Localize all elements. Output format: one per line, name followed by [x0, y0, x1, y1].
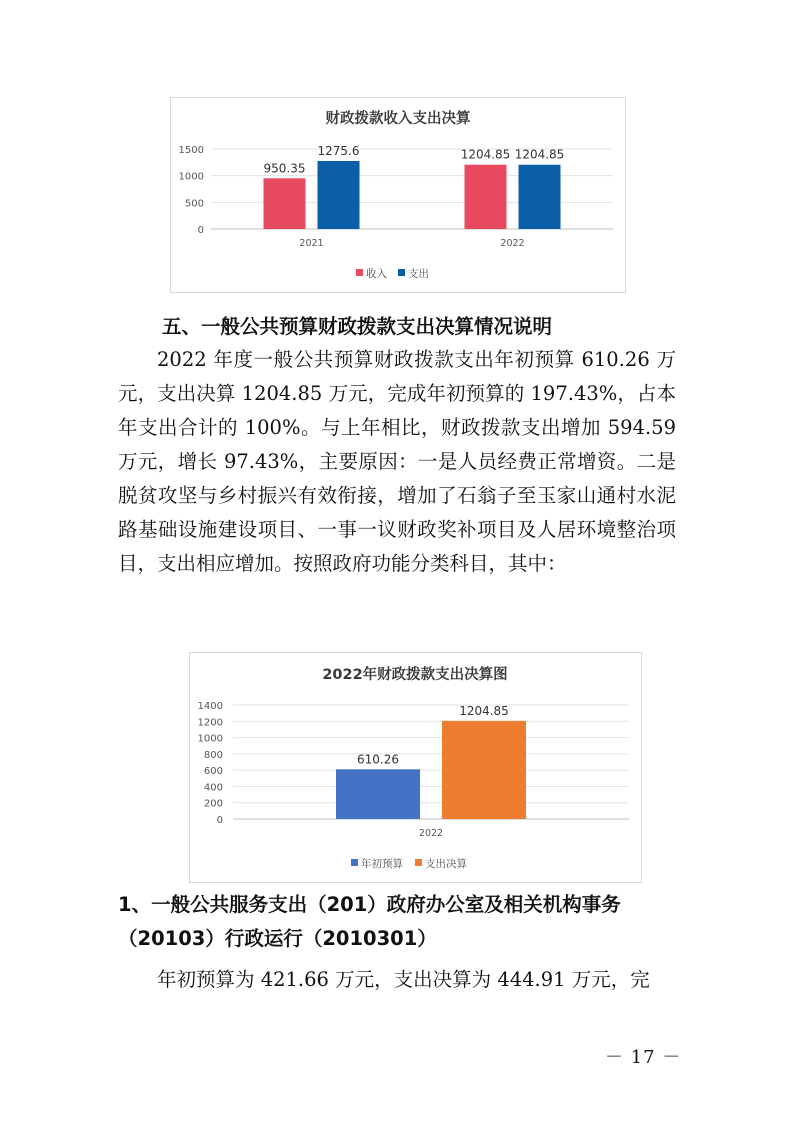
legend-label: 收入 [366, 268, 387, 280]
bar [264, 178, 306, 229]
bar [465, 165, 507, 229]
chart-title: 财政拨款收入支出决算 [325, 111, 471, 127]
legend-swatch [356, 269, 363, 276]
legend-label: 年初预算 [361, 858, 403, 870]
data-label: 950.35 [263, 161, 306, 176]
y-tick-label: 1500 [178, 145, 204, 156]
y-tick-label: 200 [203, 798, 223, 810]
x-tick-label: 2022 [500, 238, 525, 249]
chart-title: 2022年财政拨款支出决算图 [322, 667, 508, 683]
section-1-paragraph: 年初预算为 421.66 万元，支出决算为 444.91 万元，完 [157, 968, 650, 991]
y-tick-label: 1400 [197, 701, 223, 712]
legend-swatch [415, 859, 422, 866]
expenditure-2022-chart [189, 652, 642, 883]
bar [318, 161, 360, 229]
section-5-heading: 五、一般公共预算财政拨款支出决算情况说明 [162, 315, 553, 338]
data-label: 1204.85 [460, 147, 511, 162]
income-expenditure-chart-svg [171, 98, 625, 292]
bar [442, 721, 526, 819]
section-1-heading: 1、一般公共服务支出（201）政府办公室及相关机构事务（20103）行政运行（2010301） [118, 893, 621, 950]
y-tick-label: 1000 [178, 171, 204, 183]
data-label: 610.26 [357, 752, 399, 767]
y-tick-label: 800 [203, 749, 223, 761]
y-tick-label: 500 [184, 198, 204, 210]
data-label: 1275.6 [317, 143, 360, 158]
y-tick-label: 400 [203, 782, 223, 794]
y-tick-label: 0 [197, 225, 204, 236]
bar [336, 769, 420, 819]
y-tick-label: 0 [216, 815, 223, 826]
data-label: 1204.85 [459, 703, 509, 718]
section-5-paragraph: 2022 年度一般公共预算财政拨款支出年初预算 610.26 万元，支出决算 1204.85 万元，完成年初预算的 197.43%，占本年支出合计的 100%。与上年相比，财政拨款支出增加 594.59 万元，增长 97.43%，主要原因：一是人员经费正常增资。二是脱贫攻坚与乡村振兴有效衔接，增加了石翁子至玉家山通村水泥路基础设施建设项目、一事一议财政奖补项目及人居环境整治项目，支出相应增加。按照政府功能分类科目，其中： [118, 348, 676, 575]
y-tick-label: 1200 [197, 717, 223, 729]
income-expenditure-chart [170, 97, 626, 293]
legend-label: 支出决算 [425, 858, 467, 870]
y-tick-label: 600 [203, 766, 223, 778]
legend-swatch [351, 859, 358, 866]
expenditure-2022-chart-svg [190, 653, 641, 882]
page-number: － 17 － [605, 1047, 682, 1068]
legend-label: 支出 [408, 268, 429, 280]
x-tick-label: 2021 [299, 238, 324, 249]
data-label: 1204.85 [514, 147, 565, 162]
bar [519, 165, 561, 229]
x-tick-label: 2022 [418, 828, 444, 839]
y-tick-label: 1000 [197, 733, 223, 745]
legend-swatch [398, 269, 405, 276]
